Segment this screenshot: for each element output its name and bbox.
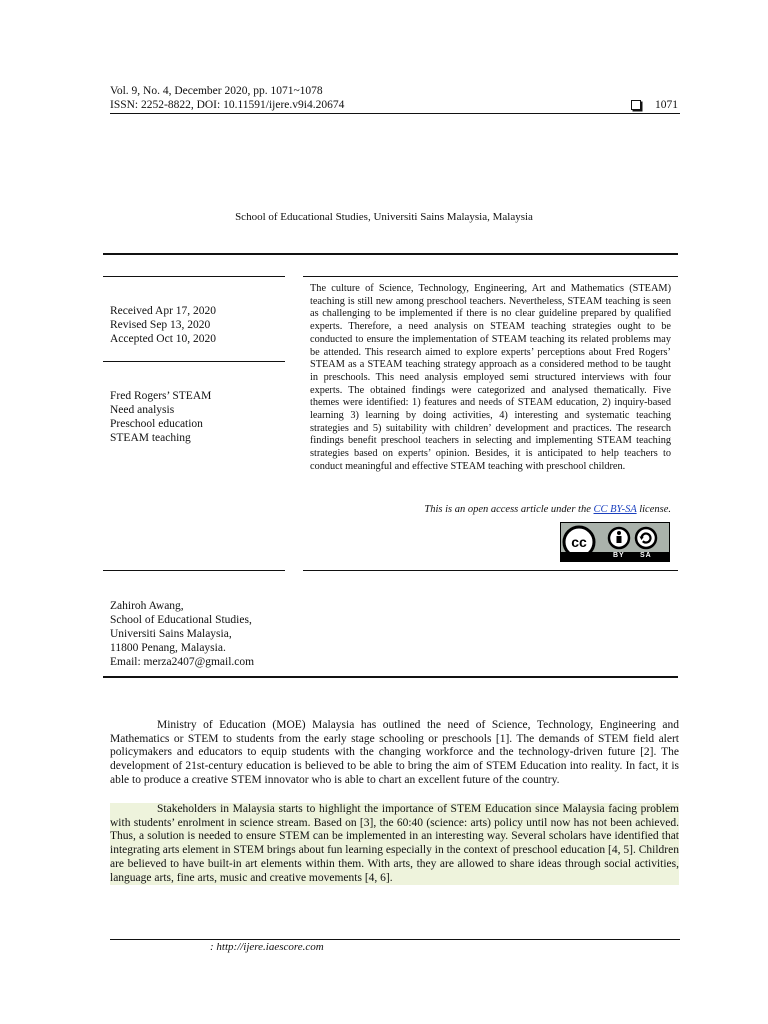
author-rule <box>103 570 285 571</box>
cc-license-badge[interactable] <box>560 522 670 562</box>
corresponding-author <box>110 599 254 669</box>
abstract-text: The culture of Science, Technology, Engineering, Art and Mathematics (STEAM) teaching is still new among preschool teachers. Nevertheless, STEAM teaching is seen as challenging to be implemented if there is no clear guideline prepared by qualified experts. Therefore, a need analysis on STEAM teaching strategies ought to be conducted to ensure the implementation of STEAM teaching its related problems may be attended. This research aimed to explore experts’ perceptions about Fred Rogers’ STEAM as a STEAM teaching strategy approach as a considered method to be taught in preschools. This need analysis employed semi structured interviews with four experts. The obtained findings were categorized and analysed thematically. Five themes were identified: 1) features and needs of STEAM education, 2) inquiry-based learning 3) learning by doing activities, 4) interesting and systematic teaching strategies and 5) suitability with children’ development and practices. The research findings benefit preschool teachers in selecting and implementing STEAM teaching strategies based on experts’ opinion. Besides, it is anticipated to help teachers to conduct meaningful and effective STEAM teaching with preschool children. <box>310 283 671 472</box>
body-paragraph-1: Ministry of Education (MOE) Malaysia has outlined the need of Science, Technology, Engineering and Mathematics or STEM to students from the early stage schooling or preschools [1]. The demands of STEM field alert policymakers and educators to equip students with the changing workforce and the technology-driven future [2]. The development of 21st-century education is believed to be able to bring the aim of STEM Education into reality. In fact, it is able to produce a creative STEM innovator who is able to chart an excellent future of the country. <box>110 719 679 786</box>
by-label: BY <box>613 552 625 559</box>
affiliation: School of Educational Studies, Universiti Sains Malaysia, Malaysia <box>235 211 533 223</box>
author-univ: Universiti Sains Malaysia, <box>110 628 232 640</box>
running-header <box>110 84 680 112</box>
article-bottom-rule <box>103 676 678 678</box>
received-date: Received Apr 17, 2020 <box>110 305 217 317</box>
article-top-rule <box>103 253 678 255</box>
body-paragraph-2: Stakeholders in Malaysia starts to highlight the importance of STEM Education since Malaysia facing problem with students’ enrolment in science stream. Based on [3], the 60:40 (science: arts) policy until now has not been achieved. Thus, a solution is needed to ensure STEM can be implemented in an interesting way. Several scholars have identified that integrating arts element in STEM brings about fun learning especially in the context of preschool education [4, 5]. Children are believed to have built-in art elements within them. With arts, they are allowed to share ideas through social activities, language arts, fine arts, music and creative movements [4, 6]. <box>110 803 679 884</box>
keyword: Fred Rogers’ STEAM <box>110 390 212 402</box>
author-address: 11800 Penang, Malaysia. <box>110 642 226 654</box>
page-number: 1071 <box>655 99 678 111</box>
svg-text:cc: cc <box>571 534 587 550</box>
author-name: Zahiroh Awang, <box>110 600 184 612</box>
article-history <box>110 304 216 346</box>
accepted-date: Accepted Oct 10, 2020 <box>110 333 217 345</box>
keyword: Preschool education <box>110 418 203 430</box>
article-info-rule <box>103 276 285 277</box>
abstract-rule <box>303 276 678 277</box>
license-suffix: license. <box>636 504 671 515</box>
issn-doi-line: ISSN: 2252-8822, DOI: 10.11591/ijere.v9i4.20674 <box>110 99 345 111</box>
license-prefix: This is an open access article under the <box>424 504 594 515</box>
keyword: STEAM teaching <box>110 432 191 444</box>
keywords-list <box>110 389 211 445</box>
cc-badge-label-bar <box>561 552 669 561</box>
license-line <box>310 504 671 515</box>
journal-volume-line: Vol. 9, No. 4, December 2020, pp. 1071~1078 <box>110 85 323 97</box>
footer-rule <box>110 939 680 940</box>
header-rule <box>110 113 680 114</box>
author-email: Email: merza2407@gmail.com <box>110 656 255 668</box>
revised-date: Revised Sep 13, 2020 <box>110 319 211 331</box>
square-bullet-icon <box>631 100 641 110</box>
abstract-bottom-rule <box>303 570 678 571</box>
keywords-rule <box>103 361 285 362</box>
author-dept: School of Educational Studies, <box>110 614 252 626</box>
cc-by-sa-link[interactable]: CC BY-SA <box>593 504 637 515</box>
sa-label: SA <box>640 552 652 559</box>
footer-url: : http://ijere.iaescore.com <box>210 941 324 953</box>
keyword: Need analysis <box>110 404 175 416</box>
